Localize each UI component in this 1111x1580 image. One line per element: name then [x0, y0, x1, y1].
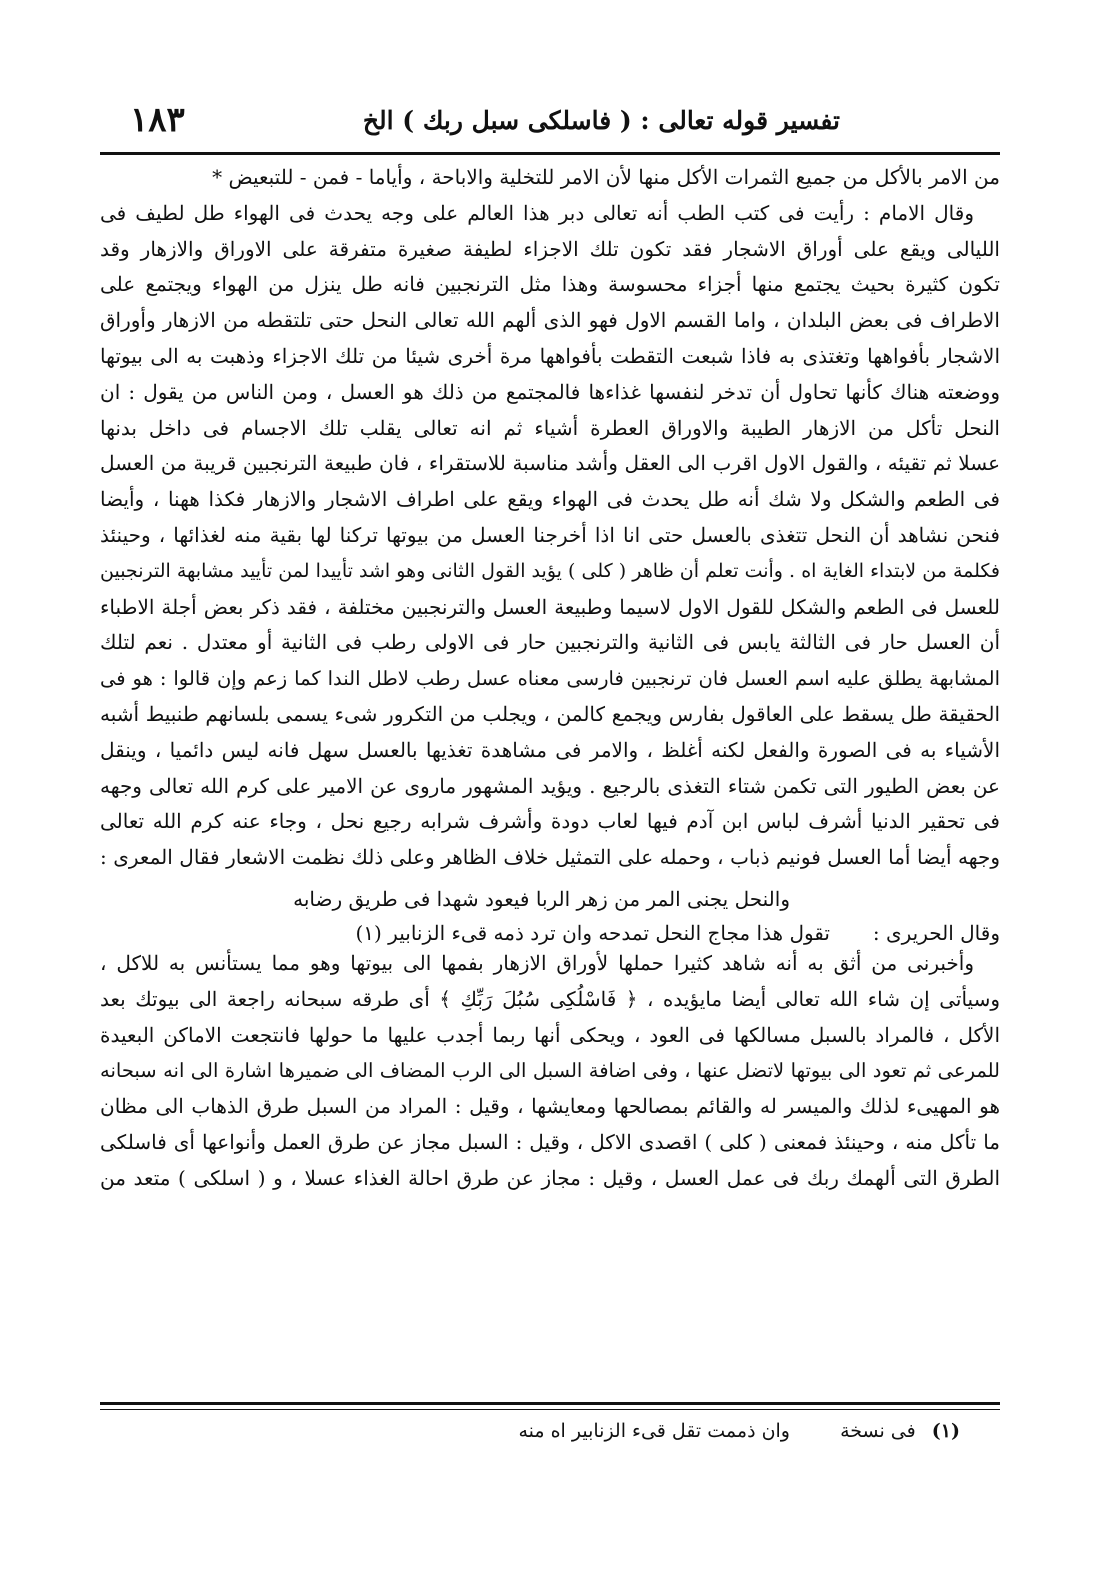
- text-line: وأخبرنى من أثق به أنه شاهد كثيرا حملها لأوراق الازهار بفمها الى بيوتها وهو مما يستأنس به للاكل ،: [100, 950, 974, 975]
- text-line: ما تأكل منه ، وحينئذ فمعنى ( كلى ) اقصدى الاكل ، وقيل : السبل مجاز عن طرق العمل وأنواعها أى فاسلكى: [100, 1129, 1000, 1154]
- verse-attribution: وقال الحريرى :: [872, 920, 1000, 945]
- footnote: [518, 1420, 960, 1442]
- text-line: أن العسل حار فى الثالثة يابس فى الثانية والترنجبين حار فى الاولى رطب فى الثانية أو معتدل . نعم لتلك: [100, 630, 1000, 655]
- text-line: النحل تأكل من الازهار الطيبة والاوراق العطرة أشياء ثم انه تعالى يقلب تلك الاجسام فى داخل بدنها: [100, 415, 1000, 440]
- document-page: [100, 90, 1000, 1490]
- text-line: فى تحقير الدنيا أشرف لباس ابن آدم فيها لعاب دودة وأشرف شرابه رجيع نحل ، وجاء عنه كرم الله تعالى: [100, 809, 1000, 834]
- text-line: من الامر بالأكل من جميع الثمرات الأكل منها لأن الامر للتخلية والاباحة ، وأياما - فمن - للتبعيض *: [212, 165, 1000, 189]
- text-line: وسيأتى إن شاء الله تعالى أيضا مايؤيده ، ﴿ فَاسْلُكِى سُبُلَ رَبِّكِ ﴾ أى طرقه سبحانه راجعة الى بيوتك بعد: [100, 986, 1000, 1011]
- text-line: الاشجار بأفواهها وتغتذى به فاذا شبعت التقطت بأفواهها مرة أخرى شيئا من تلك الاجزاء وذهبت به الى بيوتها: [100, 343, 1000, 368]
- poetry-verses: [100, 876, 1000, 946]
- text-line: فى الطعم والشكل ولا شك أنه طل يحدث فى الهواء ويقع على اطراف الاشجار والازهار فكذا ههنا ، وأيضا: [100, 487, 1000, 512]
- text-line: الليالى ويقع على أوراق الاشجار فقد تكون تلك الاجزاء لطيفة صغيرة متفرقة على الاوراق والازهار وقد: [100, 236, 1000, 261]
- footnote-label: فى نسخة: [840, 1420, 916, 1442]
- footnote-number: (١): [931, 1420, 960, 1442]
- page-header: [100, 100, 1000, 150]
- text-line: الأشياء به فى الصورة والفعل لكنه أغلظ ، والامر فى مشاهدة تغذيها بالعسل سهل فانه ليس دائميا ، وينقل: [100, 737, 1000, 762]
- text-line: فكلمة من لابتداء الغاية اه . وأنت تعلم أن ظاهر ( كلى ) يؤيد القول الثانى وهو اشد تأييدا لمن تأييد مشابهة الترنجبين: [100, 559, 1000, 582]
- footnote-text: وان ذممت تقل قىء الزنابير اه منه: [518, 1420, 790, 1442]
- page-number: ١٨٣: [130, 100, 185, 140]
- footnote-rule-thin: [100, 1409, 1000, 1410]
- text-line: فنحن نشاهد أن النحل تتغذى بالعسل حتى انا اذا أخرجنا العسل من بيوتها تركنا لها بقية منه لغذائها ، وحينئذ: [100, 522, 1000, 547]
- text-line: عسلا ثم تقيئه ، والقول الاول اقرب الى العقل وأشد مناسبة للاستقراء ، فان طبيعة الترنجبين قريبة من العسل: [100, 451, 1000, 476]
- text-line: ووضعته هناك كأنها تحاول أن تدخر لنفسها غذاءها فالمجتمع من ذلك هو العسل ، ومن الناس من يقول : ان: [100, 379, 1000, 404]
- text-line: للعسل فى الطعم والشكل للقول الاول لاسيما وطبيعة العسل والترنجبين مختلفة ، فقد ذكر بعض أجلة الاطباء: [100, 594, 1000, 619]
- verse-line: والنحل يجنى المر من زهر الربا فيعود شهدا فى طريق رضابه: [293, 886, 790, 911]
- text-line: الاطراف فى بعض البلدان ، واما القسم الاول فهو الذى ألهم الله تعالى النحل حتى تلتقطه من الازهار وأوراق: [100, 308, 1000, 333]
- verse-line: تقول هذا مجاج النحل تمدحه وان ترد ذمه قىء الزنابير (١): [355, 920, 830, 945]
- header-rule: [100, 152, 1000, 155]
- running-title: تفسير قوله تعالى : ( فاسلكى سبل ربك ) الخ: [362, 106, 840, 135]
- text-line: للمرعى ثم تعود الى بيوتها لاتضل عنها ، وفى اضافة السبل الى الرب المضاف الى ضميرها اشارة الى انه سبحانه: [100, 1059, 1000, 1083]
- text-line: الحقيقة طل يسقط على العاقول بفارس ويجمع كالمن ، ويجلب من التكرور شىء يسمى بلسانهم طنبيط أشبه: [100, 701, 1000, 726]
- text-line: تكون كثيرة بحيث يجتمع منها أجزاء محسوسة وهذا مثل الترنجبين فانه طل ينزل من الهواء ويجتمع على: [100, 272, 1000, 297]
- text-line: عن بعض الطيور التى تكمن شتاء التغذى بالرجيع . ويؤيد المشهور ماروى عن الامير على كرم الله تعالى وجهه: [100, 773, 1000, 798]
- text-line: الطرق التى ألهمك ربك فى عمل العسل ، وقيل : مجاز عن طرق احالة الغذاء عسلا ، و ( اسلكى ) متعد من: [100, 1165, 1000, 1190]
- text-line: وقال الامام : رأيت فى كتب الطب أنه تعالى دبر هذا العالم على وجه يحدث فى الهواء طل لطيف فى: [100, 200, 974, 225]
- footnote-rule: [100, 1402, 1000, 1405]
- body-text: [100, 160, 1000, 1197]
- text-line: وجهه أيضا أما العسل فونيم ذباب ، وحمله على التمثيل خلاف الظاهر وعلى ذلك نظمت الاشعار فقال المعرى :: [100, 845, 1000, 870]
- text-line: المشابهة يطلق عليه اسم العسل فان ترنجبين فارسى معناه عسل رطب لاطل الندا كما زعم وإن قالوا : هو فى: [100, 667, 1000, 691]
- text-line: هو المهيىء لذلك والميسر له والقائم بمصالحها ومعايشها ، وقيل : المراد من السبل طرق الذهاب الى مظان: [100, 1094, 1000, 1119]
- text-line: الأكل ، فالمراد بالسبل مسالكها فى العود ، ويحكى أنها ربما أجدب عليها ما حولها فانتجعت الاماكن البعيدة: [100, 1022, 1000, 1047]
